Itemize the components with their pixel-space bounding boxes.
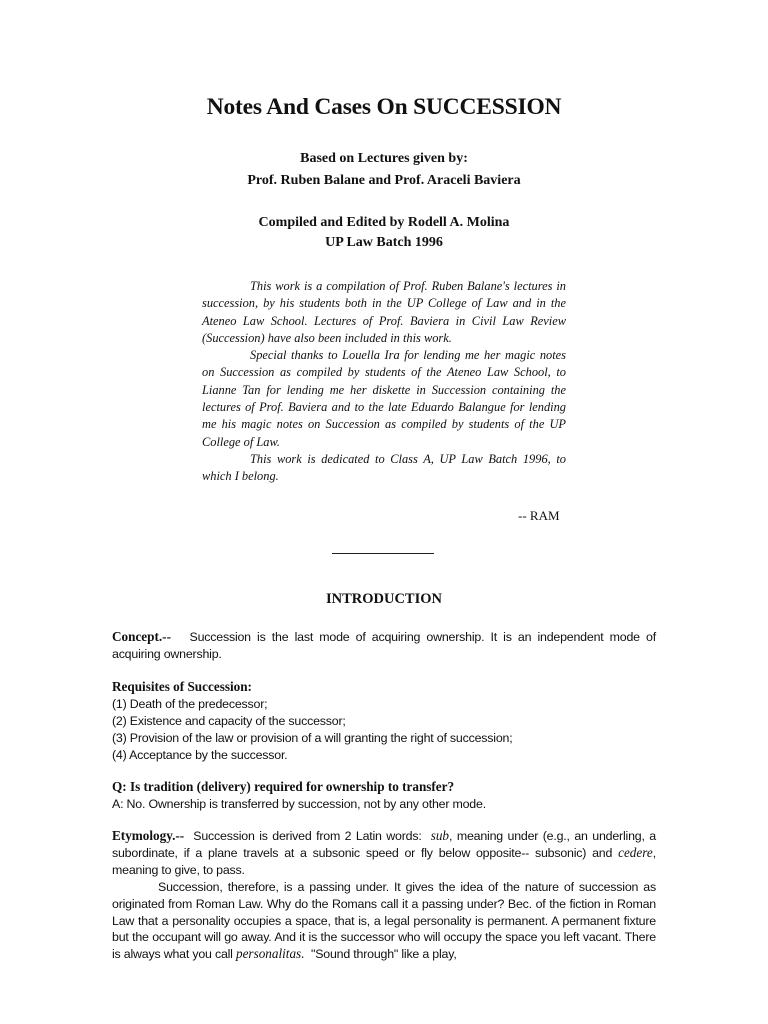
compiled-by-line: Compiled and Edited by Rodell A. Molina [258, 215, 510, 230]
list-item: (1) Death of the predecessor; [112, 696, 268, 711]
question: Q: Is tradition (delivery) required for ownership to transfer? [112, 779, 455, 794]
concept-label: Concept.-- [112, 629, 171, 644]
document-title: Notes And Cases On SUCCESSION [206, 94, 562, 120]
etymology-paragraph-end: "Sound through" like a play, [311, 947, 457, 962]
latin-word-cedere: cedere [618, 844, 653, 860]
etymology-paragraph: Succession, therefore, is a passing under. It gives the idea of the nature of succession as originated from Roman Law. Why do the Romans call it a passing under? Bec. of the fiction in Roman Law that a personality occupies a space, that is, a legal personality is permanent. A permanent fixture but the occupant will go away. And it is the successor who will occupy the space you left vacant. There is always what you call [112, 879, 656, 962]
requisites-heading: Requisites of Succession: [112, 679, 252, 694]
based-on-line: Based on Lectures given by: [300, 151, 468, 166]
concept-text: Succession is the last mode of acquiring ownership. It is an independent mode of acquiring ownership. [112, 630, 656, 661]
preface-paragraph: Special thanks to Louella Ira for lending me her magic notes on Succession as compiled by students of the Ateneo Law School, to Lianne Tan for lending me her diskette in Succession containing the lectures of Prof. Baviera and to the late Eduardo Balangue for lending me his magic notes on Succession as compiled by students of the UP College of Law. [202, 348, 566, 449]
list-item: (4) Acceptance by the successor. [112, 747, 288, 762]
section-divider [332, 553, 434, 554]
etymology-section [112, 828, 656, 963]
etymology-text: Succession is derived from 2 Latin words: [193, 829, 422, 843]
etymology-text: , meaning under (e.g., an underling, a subordinate, if a plane travels at a subsonic speed or fly below opposite-- subsonic) and [112, 829, 656, 860]
term-personalitas: personalitas. [235, 946, 305, 962]
answer: A: No. Ownership is transferred by succession, not by any other mode. [112, 796, 486, 811]
signature: -- RAM [518, 508, 560, 523]
batch-line: UP Law Batch 1996 [325, 235, 443, 250]
preface [202, 278, 566, 486]
preface-paragraph: This work is dedicated to Class A, UP Law Batch 1996, to which I belong. [202, 451, 566, 484]
requisites-list [112, 679, 656, 764]
professors-line: Prof. Ruben Balane and Prof. Araceli Baviera [247, 173, 521, 188]
qa-block [112, 779, 656, 813]
etymology-label: Etymology.-- [112, 828, 185, 843]
section-heading: INTRODUCTION [325, 591, 442, 607]
latin-word-sub: sub [430, 828, 450, 843]
etymology-text: , meaning to give, to pass. [112, 845, 656, 877]
list-item: (2) Existence and capacity of the successor; [112, 713, 346, 728]
list-item: (3) Provision of the law or provision of a will granting the right of succession; [112, 730, 513, 745]
concept-paragraph [112, 629, 656, 663]
preface-paragraph: This work is a compilation of Prof. Ruben Balane's lectures in succession, by his students both in the UP College of Law and in the Ateneo Law School. Lectures of Prof. Baviera in Civil Law Review (Succession) have also been included in this work. [202, 279, 566, 345]
